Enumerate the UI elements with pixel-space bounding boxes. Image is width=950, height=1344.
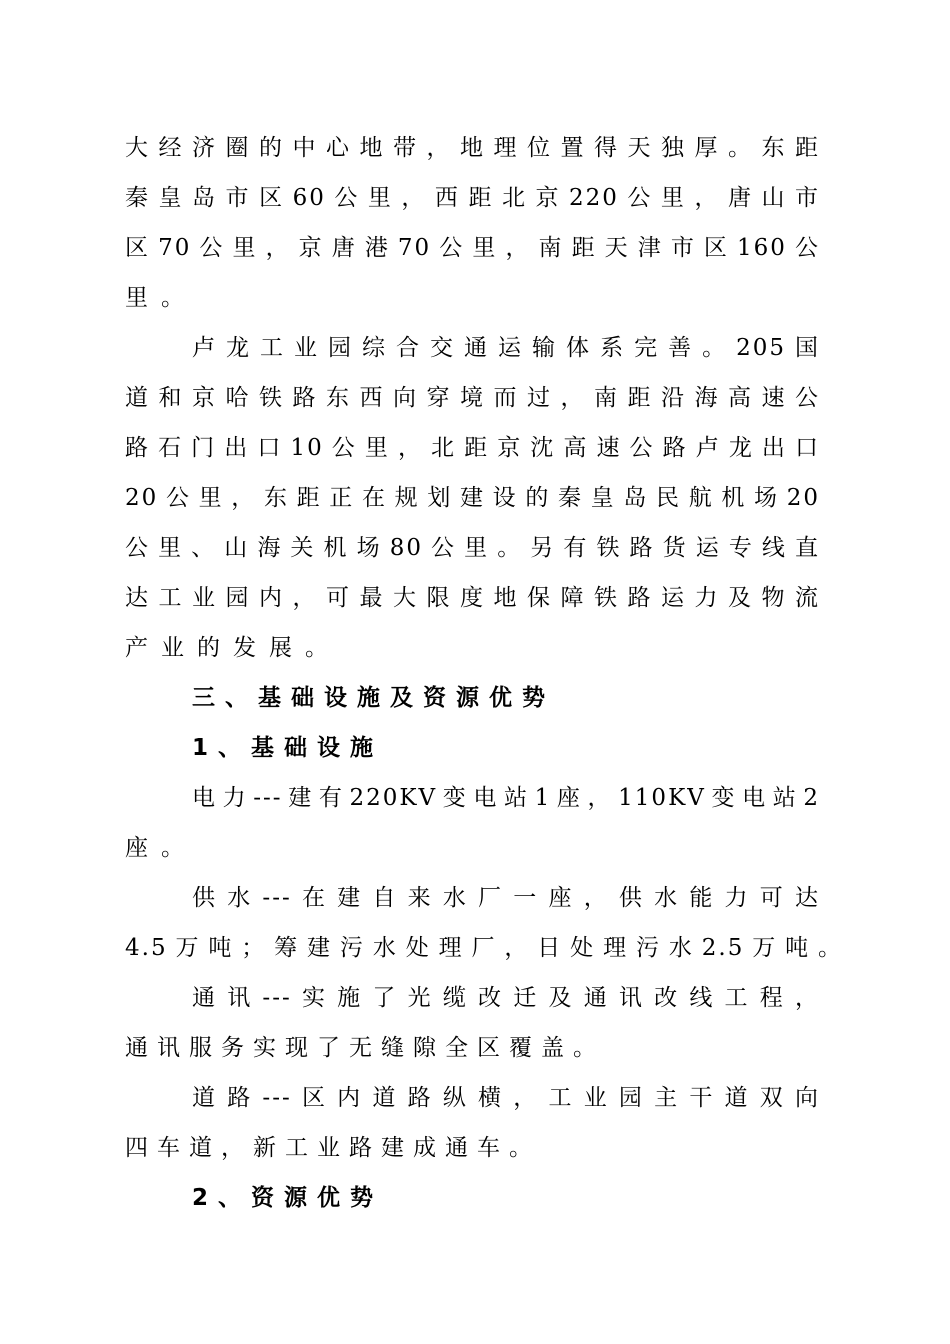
paragraph-line: 产业的发展。 <box>125 635 341 661</box>
paragraph-line: 道和京哈铁路东西向穿境而过，南距沿海高速公 <box>125 385 820 411</box>
paragraph-line: 4.5万吨；筹建污水处理厂，日处理污水2.5万吨。 <box>125 935 843 961</box>
paragraph-line: 供水---在建自来水厂一座，供水能力可达 <box>192 885 820 911</box>
paragraph-line: 秦皇岛市区60公里，西距北京220公里，唐山市 <box>125 185 820 211</box>
paragraph-line: 路石门出口10公里，北距京沈高速公路卢龙出口 <box>125 435 820 461</box>
paragraph-line: 座。 <box>125 835 197 861</box>
paragraph-line: 道路---区内道路纵横，工业园主干道双向 <box>192 1085 820 1111</box>
paragraph-line: 公里、山海关机场80公里。另有铁路货运专线直 <box>125 535 820 561</box>
subsection-heading: 1、基础设施 <box>192 735 384 761</box>
paragraph-line: 里。 <box>125 285 197 311</box>
paragraph-line: 达工业园内，可最大限度地保障铁路运力及物流 <box>125 585 820 611</box>
paragraph-line: 四车道，新工业路建成通车。 <box>125 1135 541 1161</box>
paragraph-line: 通讯服务实现了无缝隙全区覆盖。 <box>125 1035 605 1061</box>
paragraph-line: 通讯---实施了光缆改迁及通讯改线工程， <box>192 985 820 1011</box>
paragraph-line: 电力---建有220KV变电站1座，110KV变电站2 <box>192 785 820 811</box>
subsection-heading: 2、资源优势 <box>192 1185 384 1211</box>
paragraph-line: 大经济圈的中心地带，地理位置得天独厚。东距 <box>125 135 820 161</box>
paragraph-line: 20公里，东距正在规划建设的秦皇岛民航机场20 <box>125 485 820 511</box>
paragraph-line: 区70公里，京唐港70公里，南距天津市区160公 <box>125 235 820 261</box>
paragraph-line: 卢龙工业园综合交通运输体系完善。205国 <box>192 335 820 361</box>
section-heading: 三、基础设施及资源优势 <box>192 685 555 711</box>
